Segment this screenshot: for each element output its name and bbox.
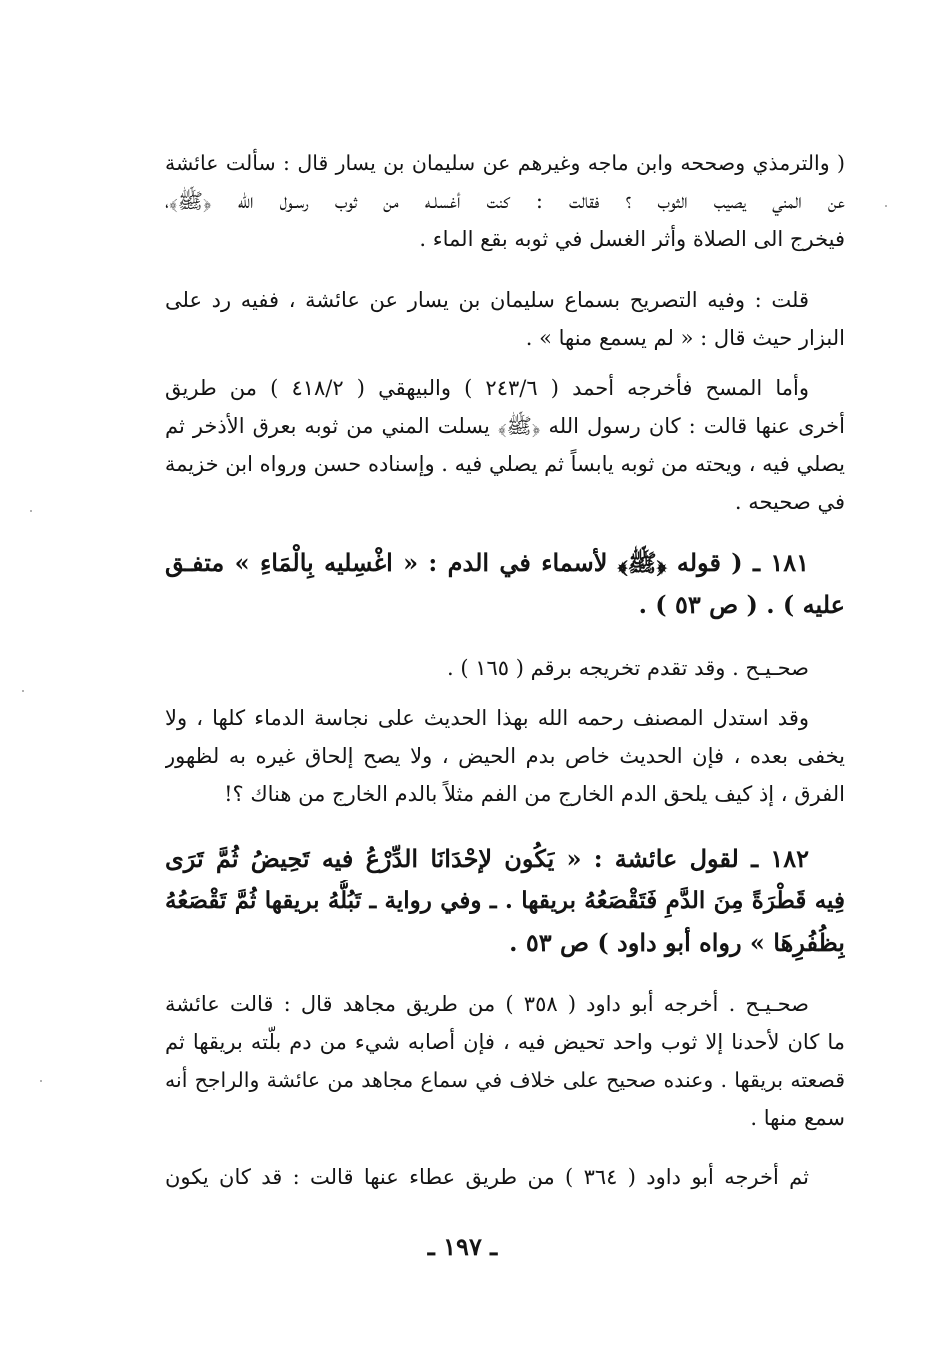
text-line: وقد استدل المصنف رحمه الله بهذا الحديث على نجاسة الدماء كلها ، ولا	[165, 706, 809, 730]
hadith-181	[165, 542, 845, 626]
text-line: في صحيحه .	[734, 490, 845, 514]
paragraph-sulayman-narration	[165, 144, 845, 258]
text-line: عن المني يصيب الثوب ؟ فقالت : كنت أغسلـه من ثوب رسـول الله ﴿ﷺ﴾،	[165, 189, 845, 213]
text-line: بِظُفُرِهَا » رواه أبو داود ) ص ٥٣ .	[509, 928, 845, 957]
scan-speck	[22, 690, 24, 692]
grading-182	[165, 985, 845, 1137]
text-line: ( والترمذي وصححه وابن ماجه وغيرهم عن سليمان بن يسار قال : سألت عائشة	[165, 151, 845, 175]
page-number: ـ ١٩٧ ـ	[427, 1232, 498, 1261]
text-line: قلت : وفيه التصريح بسماع سليمان بن يسار عن عائشة ، ففيه رد على	[165, 288, 809, 312]
text-line: قصعته بريقها . وعنده صحيح على خلاف في سماع مجاهد من عائشة والراجح أنه	[165, 1068, 845, 1092]
text-line: ١٨٢ ـ لقول عائشة : « يَكُون لإحْدَانَا الدِّرْعُ فيه تَحِيضُ ثُمَّ تَرَى	[165, 844, 809, 873]
text-line: وأما المسح فأخرجه أحمد ( ٢٤٣/٦ ) والبيهقي ( ٤١٨/٢ ) من طريق	[165, 376, 809, 400]
hadith-182	[165, 838, 845, 964]
text-line: يخفى بعده ، فإن الحديث خاص بدم الحيض ، ولا يصح إلحاق غيره به لظهور	[165, 744, 845, 768]
text-line: سمع منها .	[750, 1106, 845, 1130]
paragraph-masah-takhrij	[165, 369, 845, 521]
text-line: البزار حيث قال : « لم يسمع منها » .	[525, 326, 845, 350]
text-line: عليه ) . ( ص ٥٣ ) .	[638, 590, 845, 619]
grading-181	[165, 649, 845, 687]
text-line: الفرق ، إذ كيف يلحق الدم الخارج من الفم مثلاً بالدم الخارج من هناك ؟!	[224, 782, 845, 806]
paragraph-musannif-comment	[165, 699, 845, 813]
text-line: فيخرج الى الصلاة وأثر الغسل في ثوبه بقع الماء .	[419, 227, 845, 251]
scan-speck	[885, 205, 887, 207]
paragraph-abu-dawud-364	[165, 1158, 845, 1196]
text-line: يصلي فيه ، ويحته من ثوبه يابساً ثم يصلي فيه . وإسناده حسن ورواه ابن خزيمة	[165, 452, 845, 476]
text-line: أخرى عنها قالت : كان رسول الله ﴿ﷺ﴾ يسلت المني من ثوبه بعرق الأذخر ثم	[165, 414, 845, 438]
text-line: ١٨١ ـ ( قوله ﴿ﷺ﴾ لأسماء في الدم : « اغْسِليه بِالْمَاءِ » متفـق	[165, 548, 809, 577]
text-line: ما كان لأحدنا إلا ثوب واحد تحيض فيه ، فإن أصابه شيء من دم بلّته بريقها ثم	[165, 1030, 845, 1054]
text-line: فِيه قَطْرَةً مِنَ الدَّمِ فَتَقْصَعُهُ بريقها . ـ وفي رواية ـ تَبُلُّهُ بريقها ثُمَّ تَقْصَعُهُ	[165, 887, 845, 914]
scan-speck	[40, 1080, 42, 1082]
text-line: صحـيـح . وقد تقدم تخريجه برقم ( ١٦٥ ) .	[446, 656, 809, 680]
text-line: صحـيـح . أخرجه أبو داود ( ٣٥٨ ) من طريق مجاهد قال : قالت عائشة	[165, 992, 810, 1016]
scan-speck	[30, 510, 32, 512]
paragraph-comment-bazzar	[165, 281, 845, 357]
text-line: ثم أخرجه أبو داود ( ٣٦٤ ) من طريق عطاء عنها قالت : قد كان يكون	[165, 1165, 810, 1189]
